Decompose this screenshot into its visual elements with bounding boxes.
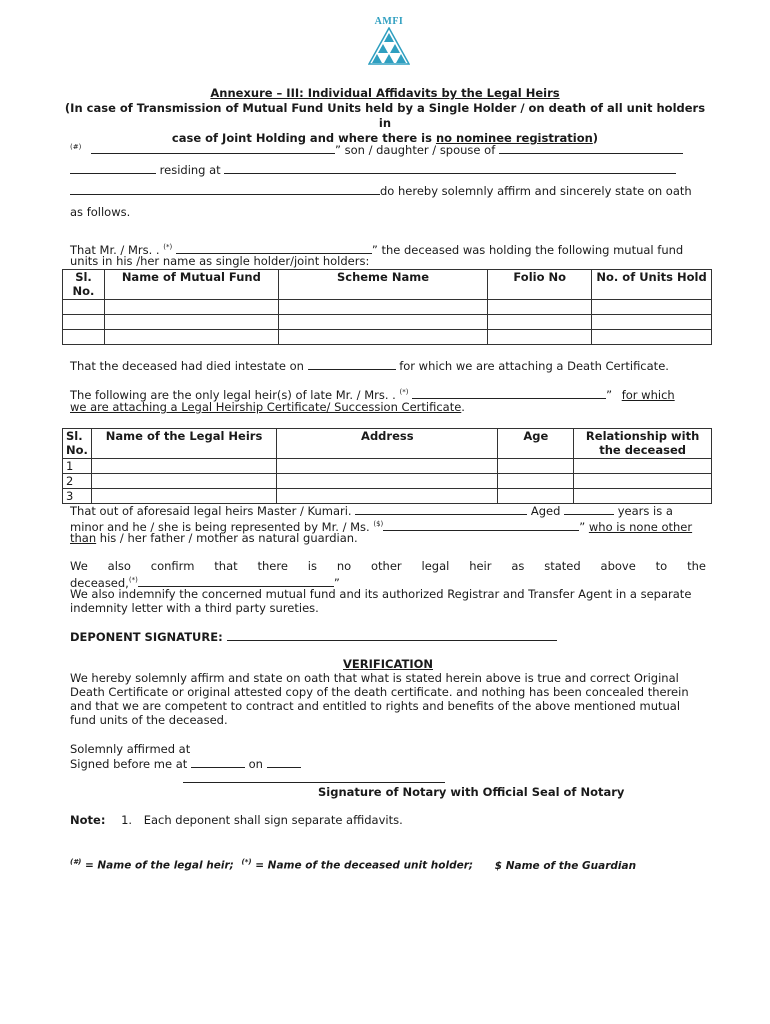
- confirm-word: as: [511, 559, 525, 573]
- aged-text: Aged: [530, 504, 561, 518]
- col-legal-heir-name: Name of the Legal Heirs: [91, 429, 276, 459]
- guardian-footnote-text: $ Name of the Guardian: [494, 859, 637, 872]
- heirship-certificate-line: [70, 400, 465, 415]
- legal-heir-footnote-text: = Name of the legal heir;: [84, 859, 234, 872]
- title-line-3-underlined: no nominee registration: [435, 131, 593, 145]
- col-scheme-name: Scheme Name: [278, 270, 488, 300]
- quote-mark-3: ”: [333, 575, 340, 590]
- late-holder-name-blank[interactable]: [412, 387, 606, 399]
- solemnly-affirmed-text: Solemnly affirmed at: [70, 742, 191, 756]
- col-sl-no: Sl. No.: [63, 270, 105, 300]
- verification-heading: VERIFICATION: [343, 657, 433, 671]
- footnote-line: [70, 855, 636, 874]
- document-title: [60, 86, 710, 146]
- col-mutual-fund: Name of Mutual Fund: [104, 270, 278, 300]
- deponent-signature-label: DEPONENT SIGNATURE:: [70, 630, 223, 644]
- units-text: units in his /her name as single holder/joint holders:: [70, 254, 370, 268]
- note-line: [70, 813, 403, 828]
- deceased-mark-2: (*): [399, 388, 409, 396]
- residing-prefix-blank[interactable]: [70, 162, 156, 174]
- verification-line-3: and that we are competent to contract and entitled to rights and benefits of the above mentioned mutual: [70, 699, 681, 713]
- col-folio-no: Folio No: [488, 270, 592, 300]
- mutual-fund-table-header: [63, 270, 712, 300]
- deceased-holding-text: ” the deceased was holding the following mutual fund: [371, 242, 684, 257]
- table-row: [63, 300, 712, 315]
- quote-mark: ”: [606, 387, 613, 402]
- note-label: Note:: [70, 813, 106, 827]
- col-address: Address: [277, 429, 498, 459]
- legal-heirs-table-header: [63, 429, 712, 459]
- minor-name-blank[interactable]: [355, 503, 527, 515]
- residing-line: [70, 162, 676, 178]
- confirm-word: is: [307, 559, 317, 573]
- guardian-name-blank[interactable]: [383, 519, 579, 531]
- logo-triangle-icon: [368, 27, 410, 65]
- none-other-text: who is none other: [588, 519, 693, 534]
- notary-signature-label: Signature of Notary with Official Seal of Notary: [318, 785, 625, 799]
- confirm-line: [70, 559, 706, 574]
- indemnify-line-2: indemnity letter with a third party sureties.: [70, 601, 319, 615]
- note-text: Each deponent shall sign separate affidavits.: [143, 813, 403, 827]
- confirm-word: We: [70, 559, 88, 573]
- died-intestate-text: That the deceased had died intestate on: [70, 359, 304, 373]
- title-line-3a: case of Joint Holding and where there is: [171, 131, 436, 145]
- deceased-footnote-mark: (*): [241, 858, 252, 866]
- logo-text: AMFI: [374, 16, 404, 27]
- row-number: 2: [63, 474, 92, 489]
- signed-date-blank[interactable]: [267, 756, 301, 768]
- guardian-mark: ($): [373, 520, 384, 528]
- deponent-signature-line: [70, 629, 557, 645]
- row-number: 3: [63, 489, 92, 504]
- deceased-footnote-text: = Name of the deceased unit holder;: [255, 859, 474, 872]
- row-number: 1: [63, 459, 92, 474]
- address-continuation-blank[interactable]: [70, 183, 380, 195]
- confirm-word: confirm: [150, 559, 195, 573]
- verification-line-4: fund units of the deceased.: [70, 713, 228, 727]
- confirm-word: that: [214, 559, 238, 573]
- confirm-word: legal: [421, 559, 450, 573]
- legal-heirs-intro-text: The following are the only legal heir(s) of late Mr. / Mrs. .: [70, 387, 396, 402]
- confirm-word: no: [336, 559, 352, 573]
- deponent-name-line: [70, 140, 683, 158]
- mutual-fund-table: [62, 269, 712, 345]
- deceased-text: deceased,: [70, 575, 129, 590]
- minor-heir-text: That out of aforesaid legal heirs Master / Kumari.: [70, 504, 352, 518]
- verification-line-2: Death Certificate or original attested copy of the death certificate. and nothing has been concealed therein: [70, 685, 689, 699]
- col-age: Age: [498, 429, 574, 459]
- confirm-word: heir: [469, 559, 492, 573]
- note-number: 1.: [121, 813, 133, 827]
- table-row: [63, 489, 712, 504]
- parent-name-blank[interactable]: [499, 142, 683, 154]
- as-follows-text: as follows.: [70, 205, 131, 219]
- amfi-logo: [368, 16, 410, 66]
- notary-signature-rule[interactable]: [183, 782, 445, 783]
- on-text: on: [248, 757, 263, 771]
- confirm-word: the: [687, 559, 706, 573]
- legal-heirs-table: [62, 428, 712, 504]
- confirm-word: above: [600, 559, 636, 573]
- heirship-certificate-text: we are attaching a Legal Heirship Certificate/ Succession Certificate: [70, 400, 462, 414]
- legal-heir-footnote-mark: (#): [70, 858, 82, 866]
- quote-mark-2: ”: [579, 519, 586, 534]
- confirm-word: also: [107, 559, 131, 573]
- signed-before-text: Signed before me at: [70, 757, 188, 771]
- represented-text: minor and he / she is being represented by Mr. / Ms.: [70, 519, 370, 534]
- residing-address-blank[interactable]: [224, 162, 676, 174]
- deceased-name-blank[interactable]: [176, 242, 372, 254]
- signed-place-blank[interactable]: [191, 756, 245, 768]
- deceased-mark: (*): [163, 243, 173, 251]
- for-which-text: for which: [621, 387, 675, 402]
- deceased-mark-3: (*): [128, 576, 138, 584]
- son-daughter-text: ” son / daughter / spouse of: [334, 142, 496, 157]
- than-text: than: [70, 531, 97, 545]
- deponent-signature-blank[interactable]: [227, 629, 557, 641]
- title-line-1: Annexure – III: Individual Affidavits by the Legal Heirs: [210, 86, 560, 100]
- confirm-word: stated: [544, 559, 581, 573]
- col-relationship: Relationship with the deceased: [574, 429, 712, 459]
- heirship-dot: .: [461, 400, 465, 414]
- confirm-word: other: [371, 559, 402, 573]
- residing-label: residing at: [159, 163, 221, 177]
- table-row: [63, 474, 712, 489]
- affirm-text: do hereby solemnly affirm and sincerely state on oath: [380, 184, 692, 198]
- verification-line-1: We hereby solemnly affirm and state on oath that what is stated herein above is true and correct Original: [70, 671, 679, 685]
- signed-before-line: [70, 756, 301, 772]
- deceased-name-blank-2[interactable]: [138, 575, 334, 587]
- death-date-line: [70, 358, 669, 374]
- minor-heir-line-3: [70, 531, 358, 546]
- table-row: [63, 459, 712, 474]
- years-text: years is a: [617, 504, 673, 518]
- col-units-hold: No. of Units Hold: [592, 270, 712, 300]
- confirm-word: to: [655, 559, 668, 573]
- death-date-blank[interactable]: [308, 358, 396, 370]
- legal-heir-mark: (#): [70, 143, 82, 151]
- table-row: [63, 330, 712, 345]
- title-line-3b: ): [592, 131, 599, 145]
- title-line-2: (In case of Transmission of Mutual Fund Units held by a Single Holder / on death of all unit holders in: [64, 101, 706, 130]
- death-certificate-text: for which we are attaching a Death Certificate.: [399, 359, 669, 373]
- legal-heir-name-blank[interactable]: [91, 142, 335, 154]
- age-blank[interactable]: [564, 503, 614, 515]
- that-mr-mrs-text: That Mr. / Mrs. .: [70, 242, 160, 257]
- indemnify-line-1: We also indemnify the concerned mutual fund and its authorized Registrar and Transfer Agent in a separate: [70, 587, 692, 601]
- table-row: [63, 315, 712, 330]
- confirm-word: there: [257, 559, 288, 573]
- col-sl-no: Sl. No.: [63, 429, 92, 459]
- natural-guardian-text: his / her father / mother as natural guardian.: [99, 531, 358, 545]
- affirm-line: [70, 183, 692, 199]
